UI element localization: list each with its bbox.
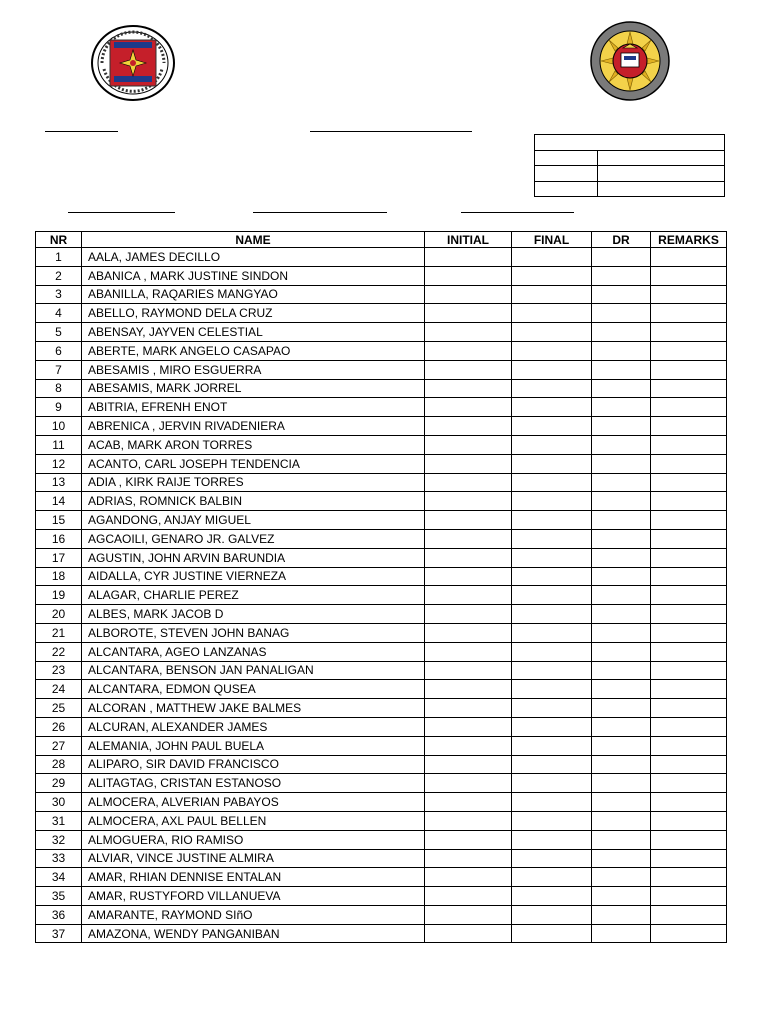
table-row (36, 323, 727, 342)
row-name-cell: ABESAMIS , MIRO ESGUERRA (82, 360, 425, 379)
row-initial-cell (425, 473, 512, 492)
row-initial-cell (425, 661, 512, 680)
row-number-cell: 5 (36, 323, 82, 342)
row-name-cell: AMAR, RHIAN DENNISE ENTALAN (82, 868, 425, 887)
row-dr-cell (592, 924, 651, 943)
row-dr-cell (592, 360, 651, 379)
info-box-label-cell (535, 150, 598, 166)
row-initial-cell (425, 887, 512, 906)
row-remarks-cell (651, 623, 727, 642)
row-number-cell: 10 (36, 417, 82, 436)
row-number-cell: 6 (36, 341, 82, 360)
table-row (36, 567, 727, 586)
row-name-cell: AGANDONG, ANJAY MIGUEL (82, 511, 425, 530)
row-name-cell: ALITAGTAG, CRISTAN ESTANOSO (82, 774, 425, 793)
row-final-cell (512, 849, 592, 868)
row-number-cell: 25 (36, 699, 82, 718)
row-dr-cell (592, 304, 651, 323)
row-final-cell (512, 605, 592, 624)
row-final-cell (512, 924, 592, 943)
row-final-cell (512, 811, 592, 830)
row-initial-cell (425, 341, 512, 360)
row-initial-cell (425, 774, 512, 793)
row-number-cell: 8 (36, 379, 82, 398)
row-number-cell: 26 (36, 717, 82, 736)
row-number-cell: 1 (36, 248, 82, 267)
row-number-cell: 13 (36, 473, 82, 492)
row-initial-cell (425, 717, 512, 736)
row-name-cell: ALCORAN , MATTHEW JAKE BALMES (82, 699, 425, 718)
left-seal-logo (90, 24, 176, 102)
row-final-cell (512, 793, 592, 812)
row-name-cell: AMARANTE, RAYMOND SIñO (82, 905, 425, 924)
row-remarks-cell (651, 285, 727, 304)
table-row (36, 285, 727, 304)
table-row (36, 811, 727, 830)
row-dr-cell (592, 905, 651, 924)
row-final-cell (512, 492, 592, 511)
row-remarks-cell (651, 905, 727, 924)
blank-field-line-3 (68, 212, 175, 213)
row-name-cell: AGCAOILI, GENARO JR. GALVEZ (82, 529, 425, 548)
row-dr-cell (592, 454, 651, 473)
row-dr-cell (592, 341, 651, 360)
row-dr-cell (592, 849, 651, 868)
table-row (36, 454, 727, 473)
table-row (36, 360, 727, 379)
row-name-cell: ACANTO, CARL JOSEPH TENDENCIA (82, 454, 425, 473)
row-initial-cell (425, 642, 512, 661)
row-final-cell (512, 661, 592, 680)
info-box-value-cell (598, 181, 725, 197)
row-name-cell: ALBES, MARK JACOB D (82, 605, 425, 624)
row-remarks-cell (651, 435, 727, 454)
table-row (36, 680, 727, 699)
row-remarks-cell (651, 304, 727, 323)
row-initial-cell (425, 285, 512, 304)
info-box-header-cell (535, 135, 725, 151)
row-dr-cell (592, 417, 651, 436)
row-final-cell (512, 868, 592, 887)
row-remarks-cell (651, 548, 727, 567)
table-row (36, 473, 727, 492)
row-dr-cell (592, 868, 651, 887)
table-row (36, 248, 727, 267)
blank-field-line-4 (253, 212, 387, 213)
row-remarks-cell (651, 793, 727, 812)
row-name-cell: ALCANTARA, BENSON JAN PANALIGAN (82, 661, 425, 680)
row-dr-cell (592, 511, 651, 530)
table-row (36, 699, 727, 718)
row-initial-cell (425, 323, 512, 342)
row-number-cell: 7 (36, 360, 82, 379)
row-initial-cell (425, 849, 512, 868)
row-initial-cell (425, 511, 512, 530)
row-dr-cell (592, 774, 651, 793)
row-final-cell (512, 736, 592, 755)
row-final-cell (512, 586, 592, 605)
row-number-cell: 28 (36, 755, 82, 774)
row-dr-cell (592, 473, 651, 492)
row-final-cell (512, 398, 592, 417)
row-dr-cell (592, 605, 651, 624)
row-dr-cell (592, 285, 651, 304)
row-final-cell (512, 717, 592, 736)
row-final-cell (512, 905, 592, 924)
row-final-cell (512, 680, 592, 699)
row-name-cell: ABERTE, MARK ANGELO CASAPAO (82, 341, 425, 360)
row-final-cell (512, 567, 592, 586)
row-number-cell: 16 (36, 529, 82, 548)
row-name-cell: ABITRIA, EFRENH ENOT (82, 398, 425, 417)
row-name-cell: ALBOROTE, STEVEN JOHN BANAG (82, 623, 425, 642)
row-dr-cell (592, 661, 651, 680)
row-final-cell (512, 304, 592, 323)
row-final-cell (512, 699, 592, 718)
row-dr-cell (592, 887, 651, 906)
row-number-cell: 12 (36, 454, 82, 473)
row-remarks-cell (651, 661, 727, 680)
row-name-cell: ABELLO, RAYMOND DELA CRUZ (82, 304, 425, 323)
row-initial-cell (425, 811, 512, 830)
table-row (36, 905, 727, 924)
row-initial-cell (425, 435, 512, 454)
table-row (36, 868, 727, 887)
row-number-cell: 37 (36, 924, 82, 943)
roster-header-row (36, 232, 727, 248)
table-row (36, 341, 727, 360)
row-remarks-cell (651, 379, 727, 398)
row-remarks-cell (651, 248, 727, 267)
row-initial-cell (425, 605, 512, 624)
table-row (36, 511, 727, 530)
row-final-cell (512, 454, 592, 473)
row-initial-cell (425, 586, 512, 605)
row-initial-cell (425, 868, 512, 887)
row-name-cell: ABENSAY, JAYVEN CELESTIAL (82, 323, 425, 342)
row-final-cell (512, 341, 592, 360)
row-number-cell: 14 (36, 492, 82, 511)
row-initial-cell (425, 304, 512, 323)
table-row (36, 774, 727, 793)
row-dr-cell (592, 492, 651, 511)
row-dr-cell (592, 811, 651, 830)
row-remarks-cell (651, 887, 727, 906)
table-row (36, 492, 727, 511)
table-row (36, 379, 727, 398)
row-dr-cell (592, 793, 651, 812)
row-final-cell (512, 285, 592, 304)
blank-field-line-1 (45, 131, 118, 132)
row-final-cell (512, 511, 592, 530)
row-dr-cell (592, 323, 651, 342)
row-name-cell: ALMOGUERA, RIO RAMISO (82, 830, 425, 849)
row-initial-cell (425, 924, 512, 943)
row-dr-cell (592, 266, 651, 285)
row-remarks-cell (651, 529, 727, 548)
column-header-final: FINAL (512, 232, 592, 248)
row-number-cell: 32 (36, 830, 82, 849)
row-final-cell (512, 323, 592, 342)
row-final-cell (512, 529, 592, 548)
row-number-cell: 18 (36, 567, 82, 586)
table-row (36, 548, 727, 567)
row-remarks-cell (651, 567, 727, 586)
row-dr-cell (592, 398, 651, 417)
row-remarks-cell (651, 266, 727, 285)
row-number-cell: 15 (36, 511, 82, 530)
row-name-cell: ABRENICA , JERVIN RIVADENIERA (82, 417, 425, 436)
table-row (36, 642, 727, 661)
row-final-cell (512, 360, 592, 379)
row-initial-cell (425, 248, 512, 267)
row-name-cell: ABANILLA, RAQARIES MANGYAO (82, 285, 425, 304)
table-row (36, 586, 727, 605)
table-row (36, 887, 727, 906)
row-dr-cell (592, 830, 651, 849)
row-remarks-cell (651, 473, 727, 492)
row-initial-cell (425, 755, 512, 774)
row-name-cell: ALIPARO, SIR DAVID FRANCISCO (82, 755, 425, 774)
row-name-cell: ABANICA , MARK JUSTINE SINDON (82, 266, 425, 285)
row-number-cell: 35 (36, 887, 82, 906)
row-initial-cell (425, 398, 512, 417)
row-initial-cell (425, 623, 512, 642)
row-remarks-cell (651, 360, 727, 379)
row-name-cell: ACAB, MARK ARON TORRES (82, 435, 425, 454)
table-row (36, 266, 727, 285)
row-name-cell: AMAZONA, WENDY PANGANIBAN (82, 924, 425, 943)
row-number-cell: 31 (36, 811, 82, 830)
row-initial-cell (425, 454, 512, 473)
row-number-cell: 30 (36, 793, 82, 812)
row-final-cell (512, 755, 592, 774)
row-number-cell: 23 (36, 661, 82, 680)
row-number-cell: 34 (36, 868, 82, 887)
row-initial-cell (425, 360, 512, 379)
row-dr-cell (592, 248, 651, 267)
column-header-initial: INITIAL (425, 232, 512, 248)
row-number-cell: 36 (36, 905, 82, 924)
row-name-cell: ALVIAR, VINCE JUSTINE ALMIRA (82, 849, 425, 868)
blank-field-line-5 (461, 212, 574, 213)
row-initial-cell (425, 793, 512, 812)
row-dr-cell (592, 755, 651, 774)
column-header-dr: DR (592, 232, 651, 248)
row-dr-cell (592, 529, 651, 548)
info-box (534, 134, 725, 197)
table-row (36, 717, 727, 736)
row-remarks-cell (651, 924, 727, 943)
row-remarks-cell (651, 699, 727, 718)
row-initial-cell (425, 492, 512, 511)
table-row (36, 605, 727, 624)
row-name-cell: AALA, JAMES DECILLO (82, 248, 425, 267)
row-remarks-cell (651, 849, 727, 868)
column-header-nr: NR (36, 232, 82, 248)
table-row (36, 924, 727, 943)
row-name-cell: ABESAMIS, MARK JORREL (82, 379, 425, 398)
row-number-cell: 17 (36, 548, 82, 567)
table-row (36, 304, 727, 323)
row-final-cell (512, 248, 592, 267)
row-final-cell (512, 266, 592, 285)
row-name-cell: ALMOCERA, AXL PAUL BELLEN (82, 811, 425, 830)
row-number-cell: 11 (36, 435, 82, 454)
row-dr-cell (592, 548, 651, 567)
row-initial-cell (425, 417, 512, 436)
row-final-cell (512, 417, 592, 436)
row-number-cell: 33 (36, 849, 82, 868)
row-remarks-cell (651, 586, 727, 605)
row-name-cell: ALAGAR, CHARLIE PEREZ (82, 586, 425, 605)
row-name-cell: ALCANTARA, AGEO LANZANAS (82, 642, 425, 661)
row-final-cell (512, 887, 592, 906)
row-initial-cell (425, 266, 512, 285)
row-remarks-cell (651, 717, 727, 736)
row-initial-cell (425, 905, 512, 924)
info-box-value-cell (598, 150, 725, 166)
row-initial-cell (425, 379, 512, 398)
row-dr-cell (592, 699, 651, 718)
row-final-cell (512, 473, 592, 492)
row-name-cell: ADRIAS, ROMNICK BALBIN (82, 492, 425, 511)
row-remarks-cell (651, 642, 727, 661)
row-remarks-cell (651, 511, 727, 530)
row-number-cell: 21 (36, 623, 82, 642)
row-initial-cell (425, 567, 512, 586)
row-remarks-cell (651, 868, 727, 887)
row-remarks-cell (651, 323, 727, 342)
row-dr-cell (592, 567, 651, 586)
table-row (36, 417, 727, 436)
right-seal-logo (589, 20, 671, 102)
row-remarks-cell (651, 774, 727, 793)
row-number-cell: 9 (36, 398, 82, 417)
row-name-cell: AGUSTIN, JOHN ARVIN BARUNDIA (82, 548, 425, 567)
column-header-name: NAME (82, 232, 425, 248)
roster-table (35, 231, 727, 943)
column-header-remarks: REMARKS (651, 232, 727, 248)
row-initial-cell (425, 529, 512, 548)
row-remarks-cell (651, 417, 727, 436)
info-box-value-cell (598, 166, 725, 182)
row-number-cell: 24 (36, 680, 82, 699)
row-remarks-cell (651, 811, 727, 830)
row-name-cell: ADIA , KIRK RAIJE TORRES (82, 473, 425, 492)
table-row (36, 736, 727, 755)
row-dr-cell (592, 435, 651, 454)
row-initial-cell (425, 548, 512, 567)
row-number-cell: 19 (36, 586, 82, 605)
row-remarks-cell (651, 398, 727, 417)
row-name-cell: AIDALLA, CYR JUSTINE VIERNEZA (82, 567, 425, 586)
row-final-cell (512, 774, 592, 793)
row-dr-cell (592, 379, 651, 398)
row-dr-cell (592, 680, 651, 699)
table-row (36, 755, 727, 774)
table-row (36, 529, 727, 548)
row-dr-cell (592, 586, 651, 605)
row-final-cell (512, 642, 592, 661)
row-number-cell: 4 (36, 304, 82, 323)
row-name-cell: ALMOCERA, ALVERIAN PABAYOS (82, 793, 425, 812)
row-number-cell: 27 (36, 736, 82, 755)
row-name-cell: ALEMANIA, JOHN PAUL BUELA (82, 736, 425, 755)
row-number-cell: 3 (36, 285, 82, 304)
table-row (36, 623, 727, 642)
blank-field-line-2 (310, 131, 472, 132)
table-row (36, 830, 727, 849)
row-number-cell: 2 (36, 266, 82, 285)
row-dr-cell (592, 736, 651, 755)
row-remarks-cell (651, 680, 727, 699)
row-final-cell (512, 623, 592, 642)
row-initial-cell (425, 736, 512, 755)
row-final-cell (512, 379, 592, 398)
info-box-label-cell (535, 181, 598, 197)
row-number-cell: 22 (36, 642, 82, 661)
table-row (36, 661, 727, 680)
row-remarks-cell (651, 830, 727, 849)
info-box-label-cell (535, 166, 598, 182)
row-dr-cell (592, 623, 651, 642)
row-number-cell: 29 (36, 774, 82, 793)
row-remarks-cell (651, 736, 727, 755)
table-row (36, 793, 727, 812)
table-row (36, 435, 727, 454)
row-remarks-cell (651, 454, 727, 473)
row-initial-cell (425, 830, 512, 849)
row-name-cell: AMAR, RUSTYFORD VILLANUEVA (82, 887, 425, 906)
row-remarks-cell (651, 755, 727, 774)
row-final-cell (512, 435, 592, 454)
row-final-cell (512, 830, 592, 849)
row-dr-cell (592, 717, 651, 736)
row-dr-cell (592, 642, 651, 661)
row-final-cell (512, 548, 592, 567)
row-remarks-cell (651, 605, 727, 624)
row-initial-cell (425, 699, 512, 718)
row-initial-cell (425, 680, 512, 699)
row-number-cell: 20 (36, 605, 82, 624)
row-remarks-cell (651, 341, 727, 360)
row-remarks-cell (651, 492, 727, 511)
row-name-cell: ALCURAN, ALEXANDER JAMES (82, 717, 425, 736)
roster-body (36, 248, 727, 943)
row-name-cell: ALCANTARA, EDMON QUSEA (82, 680, 425, 699)
table-row (36, 398, 727, 417)
table-row (36, 849, 727, 868)
